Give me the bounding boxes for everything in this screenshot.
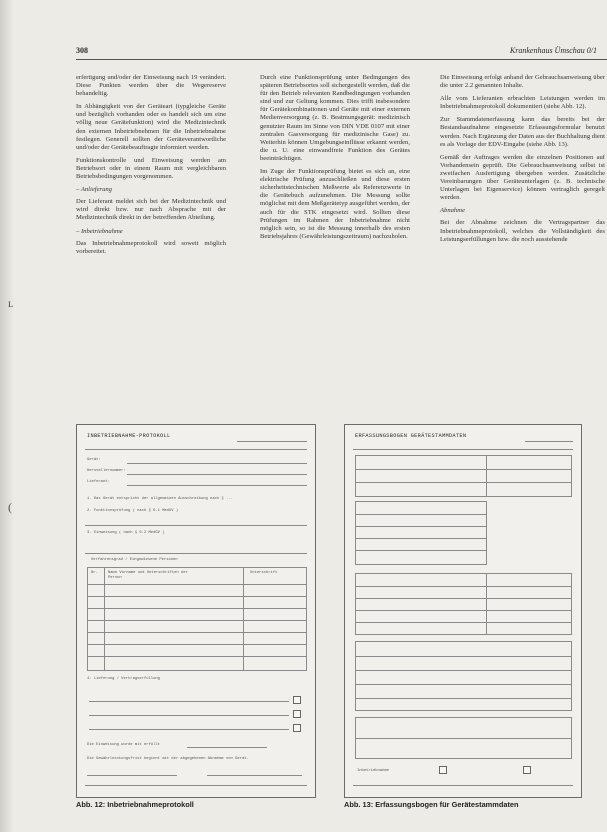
geraetestammdaten-form (344, 424, 582, 798)
form-footer-text: Die Einweisung wurde mit erfüllt (87, 743, 160, 747)
field-group (355, 641, 572, 711)
form-line (356, 598, 571, 599)
table-row (88, 596, 306, 597)
page-edge-shadow (0, 0, 14, 832)
form-line (85, 553, 307, 554)
paragraph: Das Inbetriebnahmeprotokoll wird soweit möglich vorbereitet. (76, 239, 226, 255)
form-line (353, 449, 573, 450)
checkbox[interactable] (439, 766, 447, 774)
row-label: Herstellernummer: (87, 469, 126, 473)
paragraph: In Abhängigkeit von der Geräteart (typgleiche Geräte und bezüglich vorhanden oder es handelt sich um eine völlig neue Gerätefunktion) wird die Medizintechnik den externen Inbetriebnehmen für die Inbetriebnahme festlegen. Generell sollten der Geräteverantwortliche und/oder der Gerätebeauftragte informiert werden. (76, 103, 226, 151)
form-line (85, 449, 307, 450)
form-line (356, 622, 571, 623)
form-line (187, 747, 267, 748)
form-line (356, 656, 571, 657)
margin-mark: ( (8, 500, 12, 514)
paragraph: Durch eine Funktionsprüfung unter Bedingungen des späteren Betriebsortes soll sichergestellt werden, daß die für den Betrieb relevanten Randbedingungen vorhanden sind und zur Geltung kommen. Dies trifft insbesondere für Gerätekombinationen und Geräte mit einer externen Medienversorgung (z. B. Beatmungsgerät: medizinisch genutzter Raum im Sinne von DIN VDE 0107 mit einer zentralen Gasversorgung für medizinische Gase) zu. Weiterhin können Umgebungseinflüsse erkannt werden, die u. U. eine einwandfreie Funktion des Gerätes beeinträchtigen. (260, 74, 410, 162)
form-divider (486, 574, 487, 634)
row-label: Gerät: (87, 458, 101, 462)
paragraph: Bei der Abnahme zeichnen die Vertragspartner das Inbetriebnahmeprotokoll, welches die Vollständigkeit des Leistungserfüllungen bzw. die noch ausstehende (440, 219, 605, 243)
figure-caption-13: Abb. 13: Erfassungsbogen für Gerätestammdaten (344, 800, 519, 809)
form-line (356, 586, 571, 587)
table-header: Nr. (91, 571, 98, 575)
form-divider (486, 456, 487, 496)
form-section: 4. Lieferung / Vertragserfüllung (87, 677, 160, 681)
table-row (88, 632, 306, 633)
table-row (88, 620, 306, 621)
running-title: Krankenhaus Ümschau 0/1 (509, 46, 597, 55)
table-header: Unterschrift (250, 571, 278, 575)
signature-line (87, 775, 177, 776)
form-line (85, 785, 307, 786)
subheading: – Anlieferung (76, 186, 112, 194)
checkbox[interactable] (293, 696, 301, 704)
form-line (356, 610, 571, 611)
persons-table (87, 567, 307, 671)
checkbox[interactable] (293, 710, 301, 718)
page-number: 308 (76, 46, 88, 55)
form-line (356, 698, 571, 699)
subheading: Abnahme (440, 207, 465, 215)
figure-caption-12: Abb. 12: Inbetriebnahmeprotokoll (76, 800, 194, 809)
paragraph: Gemäß der Auftrages werden die einzelnen Positionen auf Vorhandensein geprüft. Die Gebrauchsanweisung selbst ist zweifachen Ausfertigung übergeben werden. Zusätzliche Vereinbarungen über Geräteunterlagen (z. B. technische Unterlagen bei Eigenservice) können vertraglich geregelt werden. (440, 153, 605, 202)
form-line (356, 670, 571, 671)
checkbox[interactable] (293, 724, 301, 732)
form-line (89, 701, 289, 702)
form-line (127, 485, 307, 486)
form-line (127, 474, 307, 475)
paragraph: Funktionskontrolle und Einweisung werden am Betriebsort oder in einem Raum mit vergleichbaren Betriebsbedingungen vorgenommen. (76, 156, 226, 181)
form-line (237, 441, 307, 442)
signature-line (207, 775, 302, 776)
form-line (356, 738, 571, 739)
paragraph: Die Einweisung erfolgt anhand der Gebrauchsanweisung über die unter 2.2 genannten Inhalte. (440, 74, 605, 90)
paragraph: erfertigung und/oder der Einweisung nach 19 verändert. Diese Punkten werden über die Wegereserve behandeltig. (76, 74, 226, 98)
header-rule (76, 59, 607, 60)
table-row (88, 644, 306, 645)
form-section: 3. Einweisung ( nach § 6.2 MedGV ) (87, 531, 165, 535)
form-section: 2. Funktionsprüfung ( nach § 6.1 MedGV ) (87, 509, 179, 513)
inbetriebnahme-protokoll-form (76, 424, 316, 798)
field-group (355, 573, 572, 635)
form-line (85, 525, 307, 526)
text-column-3 (440, 74, 605, 249)
form-line (356, 469, 571, 470)
form-line (356, 526, 486, 527)
text-column-1 (76, 74, 226, 261)
paragraph: Der Lieferant meldet sich bei der Medizintechnik und wird direkt bzw. nur nach Absprache mit der Medizintechnik direkt in der betreffenden Abteilung. (76, 198, 226, 222)
checkbox[interactable] (523, 766, 531, 774)
form-footer-text: Die Gewährleistungsfrist beginnt mit der abgegebenen Abnahme von Gerät. (87, 757, 249, 761)
row-label: Lieferant: (87, 480, 110, 484)
form-line (127, 463, 307, 464)
field-group (355, 717, 572, 759)
form-footer-text: Inbetriebnahme (357, 769, 389, 773)
text-column-2 (260, 74, 410, 246)
form-line (525, 441, 573, 442)
form-line (89, 729, 289, 730)
table-row (88, 656, 306, 657)
paragraph: Zur Stammdatenerfassung kann das bereits bei der Bestandsaufnahme eingesetzte Erfassungsformular benutzt werden. Nach Ergänzung der Daten aus der Buchhaltung dient es als Vorlage der EDV-Eingabe (siehe Abb. 13). (440, 116, 605, 148)
paragraph: Im Zuge der Funktionsprüfung bietet es sich an, eine elektrische Prüfung anzuschließen und diese ersten sicherheitstechnischen Meßwerte als Referenzwerte in die Gerätebuch aufzunehmen. Die Messung sollte möglichst mit dem Meßgerätetyp ausgeführt werden, der auch für die STK eingesetzt wird. Sollten diese Prüfungen im Rahmen der Inbetriebnahme nicht möglich sein, so ist die Messung innerhalb des ersten Betriebsjahres (Gewährleistungszeitraum) nachzuholen. (260, 168, 410, 240)
field-group (355, 501, 487, 565)
field-group (355, 455, 572, 497)
form-line (89, 715, 289, 716)
form-title: INBETRIEBNAHME-PROTOKOLL (87, 433, 171, 439)
table-header: Name Vorname und Unterschriften der Person (108, 571, 188, 580)
form-line (356, 538, 486, 539)
form-line (356, 550, 486, 551)
margin-mark: ʟ (8, 296, 14, 310)
subheading: – Inbetriebnahme (76, 227, 123, 235)
form-title: ERFASSUNGSBOGEN GERÄTESTAMMDATEN (355, 433, 467, 439)
form-line (356, 684, 571, 685)
table-caption: Verfahrensgrad / Eingewiesene Personen (91, 558, 178, 562)
form-line (356, 514, 486, 515)
paragraph: Alle vom Lieferanten erbrachten Leistungen werden im Inbetriebnahmeprotokoll dokumentiert (siehe Abb. 12). (440, 95, 605, 111)
form-line (356, 482, 571, 483)
table-row (88, 608, 306, 609)
table-row (88, 584, 306, 585)
form-line (353, 785, 573, 786)
form-section: 1. Das Gerät entspricht der allgemeinen Ausschreibung nach § ... (87, 497, 233, 501)
